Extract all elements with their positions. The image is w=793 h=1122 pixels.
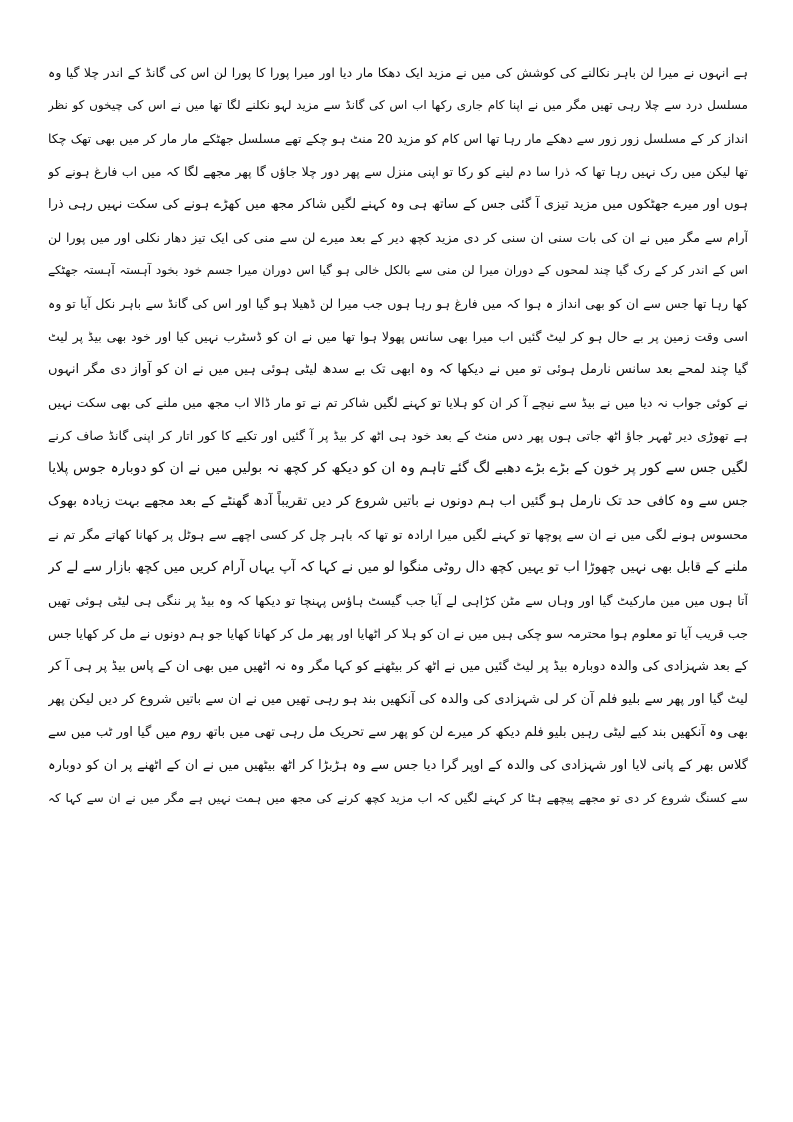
- text-line: ہے انہوں نے میرا لن باہر نکالنے کی کوشش کی میں نے مزید ایک دھکا مار دیا اور میرا پورا کا پورا لن اس کی گانڈ کے اندر چلا گیا وہ: [48, 65, 748, 80]
- text-line: اس کے اندر کر کے رک گیا چند لمحوں کے دوران میرا لن منی سے بالکل خالی ہو گیا اس دوران میرا جسم خود بخود آہستہ آہستہ جھٹکے: [48, 263, 748, 277]
- text-line: ہے تھوڑی دیر ٹھہر جاؤ اٹھ جاتی ہوں پھر دس منٹ کے بعد خود ہی اٹھ کر بیڈ پر آ گئیں اور تکیے کا کور اتار کر اپنی گانڈ صاف کرنے: [48, 428, 748, 443]
- text-line: انداز کر کے مسلسل زور زور سے دھکے مار رہا تھا اس کام کو مزید 20 منٹ ہو چکے تھے مسلسل جھٹکے مار مار کر میں بھی تھک چکا: [48, 131, 748, 146]
- text-line: جب قریب آیا تو معلوم ہوا محترمہ سو چکی ہیں میں نے ان کو ہلا کر اٹھایا اور پھر مل کر کھانا کھایا جو ہم دونوں نے مل کر کھایا جس: [48, 626, 748, 641]
- body-text: [48, 56, 748, 815]
- text-line: اسی وقت زمین پر بے حال ہو کر لیٹ گئیں اب میرا بھی سانس پھولا ہوا تھا میں نے ان کو ڈسٹرب نہیں کیا اور خود بھی بیڈ پر لیٹ: [48, 329, 748, 344]
- text-line: ہوں اور میرے جھٹکوں میں مزید تیزی آ گئی جس کے ساتھ ہی وہ کہنے لگیں شاکر مجھ میں کھڑے ہونے کی سکت نہیں رہی ذرا: [48, 197, 748, 212]
- text-line: کھا رہا تھا جس سے ان کو بھی انداز ہ ہوا کہ میں فارغ ہو رہا ہوں جب میرا لن ڈھیلا ہو گیا اور اس کی گانڈ سے باہر نکل آیا تو وہ: [48, 296, 748, 311]
- text-line: جس سے وہ کافی حد تک نارمل ہو گئیں اب ہم دونوں نے باتیں شروع کر دیں تقریباً آدھ گھنٹے کے بعد مجھے بہت زیادہ بھوک: [48, 493, 748, 509]
- text-line: کے بعد شہزادی کی والدہ دوبارہ بیڈ پر لیٹ گئیں میں نے اٹھ کر بیٹھنے کو کہا مگر وہ نہ اٹھیں میں بھی ان کے پاس بیڈ پر ہی آ کر: [48, 659, 748, 674]
- text-line: آرام سے مگر میں نے ان کی بات سنی ان سنی کر دی مزید کچھ دیر کے بعد میرے لن سے منی کی ایک تیز دھار نکلی اور میں پورا لن: [48, 230, 748, 245]
- text-line: لیٹ گیا اور پھر سے بلیو فلم آن کر لی شہزادی کی والدہ کی آنکھیں بند ہو رہی تھیں میں نے ان سے باتیں شروع کر دیں لیکن پھر: [48, 692, 748, 707]
- text-line: گلاس بھر کے پانی لایا اور شہزادی کی والدہ کے اوپر گرا دیا جس سے وہ ہڑبڑا کر اٹھ بیٹھیں میں نے ان کے اٹھنے پر ان کو دوبارہ: [48, 758, 748, 773]
- text-line: سے کسنگ شروع کر دی تو مجھے پیچھے ہٹا کر کہنے لگیں کہ اب مزید کچھ کرنے کی مجھ میں ہمت نہیں ہے مگر میں نے ان سے کہا کہ: [48, 791, 748, 805]
- text-line: لگیں جس سے کور پر خون کے بڑے بڑے دھبے لگ گئے تاہم وہ ان کو دیکھ کر کچھ نہ بولیں میں نے ان کو دوبارہ جوس پلایا: [48, 460, 748, 476]
- text-line: آتا ہوں میں مین مارکیٹ گیا اور وہاں سے مٹن کڑاہی لے آیا جب گیسٹ ہاؤس پہنچا تو دیکھا کہ وہ بیڈ پر ننگی ہی لیٹی ہوئی تھیں: [48, 593, 748, 608]
- text-line: نے کوئی جواب نہ دیا میں نے بیڈ سے نیچے آ کر ان کو ہلایا تو کہنے لگیں شاکر تم نے تو مار ڈالا اب مجھ میں ملنے کی بھی سکت نہیں: [48, 395, 748, 410]
- text-line: ملنے کے قابل بھی نہیں چھوڑا اب تو یہیں کچھ دال روٹی منگوا لو میں نے کہا کہ آپ یہاں آرام کریں میں کچھ بازار سے لے کر: [48, 559, 748, 575]
- text-line: گیا چند لمحے بعد سانس نارمل ہوئی تو میں نے دیکھا کہ وہ ابھی تک بے سدھ لیٹی ہوئی ہیں میں نے ان کو آواز دی مگر انہوں: [48, 362, 748, 377]
- text-line: بھی وہ آنکھیں بند کیے لیٹی رہیں بلیو فلم دیکھ کر میرے لن کو پھر سے تحریک مل رہی تھی میں باتھ روم میں گیا اور ٹب میں سے: [48, 725, 748, 740]
- text-line: محسوس ہونے لگی میں نے ان سے پوچھا تو کہنے لگیں میرا ارادہ تو تھا کہ باہر چل کر کسی اچھے سے ہوٹل پر کھانا کھاتے مگر تم نے: [48, 527, 748, 542]
- text-line: تھا لیکن میں رک نہیں رہا تھا کہ ذرا سا دم لینے کو رکا تو اپنی منزل سے پھر دور چلا جاؤں گا پھر مجھے لگا کہ میں اب فارغ ہونے کو: [48, 164, 748, 179]
- text-line: مسلسل درد سے چلا رہی تھیں مگر میں نے اپنا کام جاری رکھا اب اس کی گانڈ سے مزید لہو نکلنے لگا تھا میں نے اس کی چیخوں کو نظر: [48, 98, 748, 112]
